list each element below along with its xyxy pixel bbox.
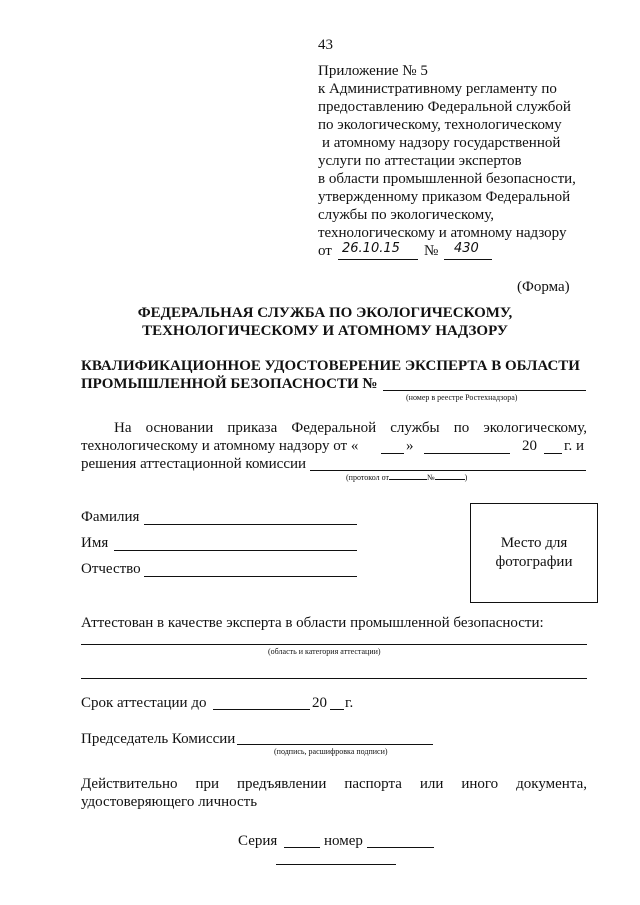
validity-word: при — [195, 776, 220, 792]
validity-line-1 — [81, 776, 587, 793]
year-field — [544, 453, 562, 454]
basis-word: службы — [390, 420, 440, 436]
appendix-line: службы по экологическому, — [318, 207, 494, 223]
term-label: Срок аттестации до — [81, 695, 207, 711]
number-underline — [444, 259, 492, 260]
basis-quote-close: » — [406, 438, 414, 454]
appendix-line: к Административному регламенту по — [318, 81, 557, 97]
appendix-line: технологическому и атомному надзору — [318, 225, 567, 241]
attestation-area-field — [81, 644, 587, 645]
surname-field — [144, 524, 357, 525]
day-field — [381, 453, 404, 454]
appendix-line: предоставлению Федеральной службой — [318, 99, 571, 115]
validity-word: или — [419, 776, 444, 792]
validity-line-2: удостоверяющего личность — [81, 794, 258, 810]
appendix-number-prefix: № — [424, 243, 439, 259]
appendix-line: и атомному надзору государственной — [322, 135, 561, 151]
protocol-hint: (протокол от № ) — [346, 473, 468, 482]
page-number: 43 — [318, 37, 333, 53]
basis-word: по — [453, 420, 470, 436]
attestation-area-hint: (область и категория аттестации) — [268, 647, 381, 656]
basis-word: приказа — [227, 420, 278, 436]
patronymic-label: Отчество — [81, 561, 141, 577]
attested-label: Аттестован в качестве эксперта в области промышленной безопасности: — [81, 615, 544, 631]
month-field — [424, 453, 510, 454]
appendix-line: услуги по аттестации экспертов — [318, 153, 522, 169]
passport-series-field — [284, 847, 320, 848]
attestation-area-field-2 — [81, 678, 587, 679]
validity-word: Действительно — [81, 776, 178, 792]
photo-placeholder-text: Место для фотографии — [495, 535, 573, 570]
commission-decision-field — [310, 470, 586, 471]
agency-line-2: ТЕХНОЛОГИЧЕСКОМУ И АТОМНОМУ НАДЗОРУ — [142, 323, 508, 339]
basis-word: экологическому, — [483, 420, 587, 436]
appendix-number-value: 430 — [454, 241, 479, 256]
agency-line-1: ФЕДЕРАЛЬНАЯ СЛУЖБА ПО ЭКОЛОГИЧЕСКОМУ, — [137, 305, 513, 321]
date-underline — [338, 259, 418, 260]
appendix-date-prefix: от — [318, 243, 332, 259]
validity-word: паспорта — [344, 776, 402, 792]
chairman-signature-hint: (подпись, расшифровка подписи) — [274, 747, 388, 756]
chairman-signature-field — [237, 744, 433, 745]
name-field — [114, 550, 357, 551]
surname-label: Фамилия — [81, 509, 140, 525]
term-date-field — [213, 709, 310, 710]
term-year-prefix: 20 — [312, 695, 327, 711]
patronymic-field — [144, 576, 357, 577]
basis-line-1 — [114, 420, 587, 437]
basis-year-prefix: 20 — [522, 438, 537, 454]
validity-word: документа, — [516, 776, 587, 792]
validity-word: иного — [461, 776, 499, 792]
passport-number-field — [367, 847, 434, 848]
certificate-line-1: КВАЛИФИКАЦИОННОЕ УДОСТОВЕРЕНИЕ ЭКСПЕРТА В ОБЛАСТИ — [81, 358, 580, 374]
basis-word: основании — [145, 420, 214, 436]
term-year-suffix: г. — [345, 695, 354, 711]
validity-word: предъявлении — [236, 776, 327, 792]
appendix-title: Приложение № 5 — [318, 63, 428, 79]
issued-by-field — [276, 864, 396, 865]
form-label: (Форма) — [517, 279, 570, 295]
passport-series-label: Серия — [238, 833, 278, 849]
appendix-line: в области промышленной безопасности, — [318, 171, 576, 187]
appendix-line: по экологическому, технологическому — [318, 117, 562, 133]
basis-word: Федеральной — [291, 420, 377, 436]
term-year-field — [330, 709, 344, 710]
basis-line-3: решения аттестационной комиссии — [81, 456, 307, 472]
appendix-line: утвержденному приказом Федеральной — [318, 189, 571, 205]
appendix-date-value: 26.10.15 — [342, 241, 400, 256]
basis-line-2-text: технологическому и атомному надзору от « — [81, 438, 359, 454]
certificate-number-field — [383, 390, 586, 391]
certificate-number-hint: (номер в реестре Ростехнадзора) — [406, 393, 518, 402]
name-label: Имя — [81, 535, 109, 551]
passport-number-label: номер — [324, 833, 363, 849]
basis-word: На — [114, 420, 132, 436]
chairman-label: Председатель Комиссии — [81, 731, 236, 747]
photo-placeholder-box — [470, 503, 598, 603]
certificate-line-2: ПРОМЫШЛЕННОЙ БЕЗОПАСНОСТИ № — [81, 376, 378, 392]
basis-year-suffix: г. и — [564, 438, 584, 454]
